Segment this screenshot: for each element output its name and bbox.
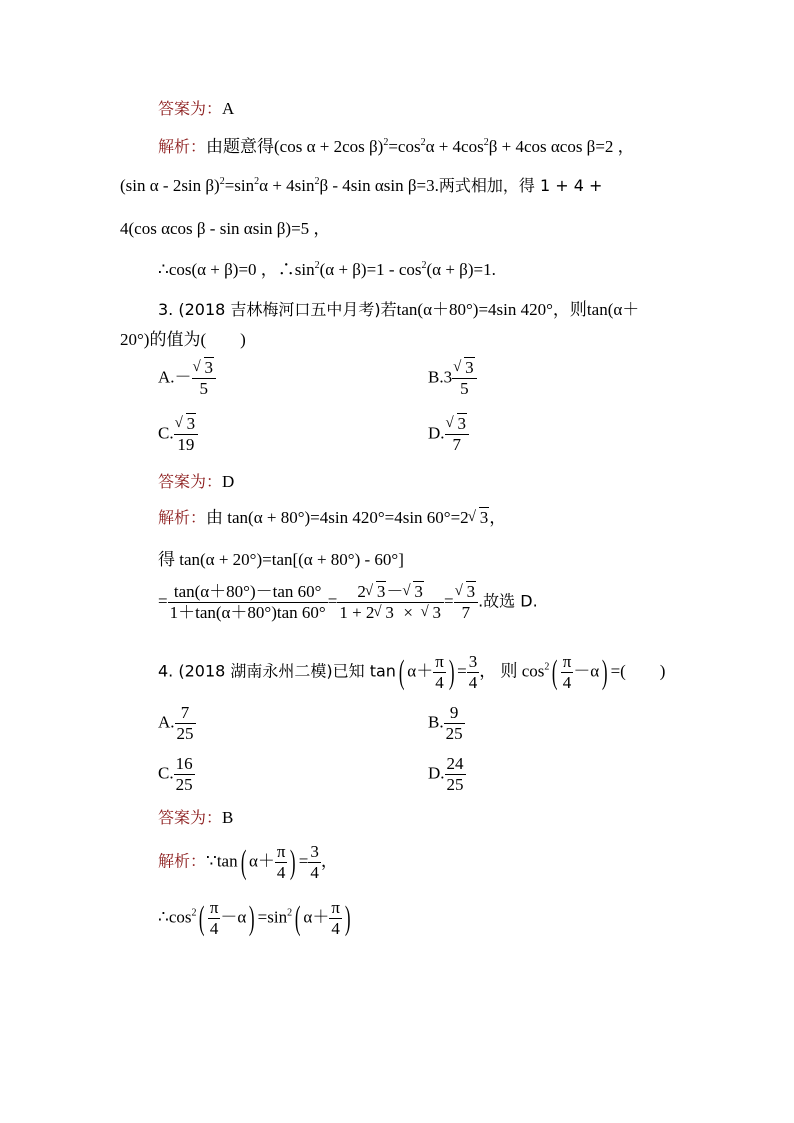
sign: －: [174, 367, 192, 387]
text: (sin α ‑ 2sin β): [120, 176, 220, 195]
option-label: C.: [158, 423, 174, 443]
q3-option-d: [428, 414, 469, 455]
text: α + 4sin: [259, 176, 315, 195]
analysis-line-1: [158, 135, 635, 159]
q3-stem-line-1: [158, 298, 639, 322]
sup: 2: [314, 176, 320, 187]
sup: 2: [254, 176, 260, 187]
text: (α + β)=1 ‑ cos: [319, 260, 422, 279]
q3-analysis-2: [158, 548, 404, 572]
answer-label: 答案为：: [158, 808, 223, 827]
fraction: √ $\frac{3}{19}$: [174, 414, 199, 455]
eq: =: [158, 591, 168, 611]
text: ，: [489, 508, 507, 527]
q3-stem-line-2: [120, 328, 246, 352]
sqrt: √ 3: [469, 506, 490, 530]
q3-stem-2: 20°)的值为( ): [120, 330, 246, 349]
answer-value: D: [222, 472, 235, 491]
fraction: $\frac{\tan(\alpha+80^\circ)-\tan 60^\circ}{1+\tan(\alpha+80^\circ)\tan 60^\circ}$: [169, 582, 326, 622]
text: β ‑ 4sin αsin β=3.: [319, 176, 439, 195]
sup: 2: [483, 137, 489, 148]
q3-analysis-1: [158, 506, 506, 530]
analysis-label: 解析：: [158, 508, 207, 527]
fraction: √ $\frac{3}{7}$: [454, 582, 479, 623]
answer-line-q4: [158, 806, 233, 830]
text: 4(cos αcos β ‑ sin αsin β)=5 ，: [120, 219, 331, 238]
answer-value: A: [222, 99, 235, 118]
text: =cos: [388, 137, 421, 156]
analysis-line-4: [158, 258, 496, 282]
q3-option-a: [158, 358, 216, 399]
analysis-line-3: [120, 217, 330, 241]
answer-value: B: [222, 808, 234, 827]
text: α + 4cos: [425, 137, 484, 156]
q3-analysis-3: [158, 582, 538, 623]
eq: =: [444, 591, 454, 611]
q4-option-c: C. $\frac{16}{25}$: [158, 754, 193, 794]
fraction: √ $\frac{3}{5}$: [192, 358, 217, 399]
fraction: $\frac{2√ 3-√ 3}{1 + 2√ 3 \times √ 3}$: [337, 582, 444, 623]
q3-option-c: [158, 414, 198, 455]
answer-label: 答案为：: [158, 99, 223, 118]
text: β + 4cos αcos β=2 ，: [488, 137, 635, 156]
sqrt: √ 3: [194, 358, 215, 378]
q4-stem: 4. (2018 湖南永州二模)已知 tan( α＋ $\frac{\pi}{4}$ ) = $\frac{3}{4}$ ， 则 $\cos^2$( $\frac{\pi}{4}$ －α) =( ): [158, 652, 666, 692]
text: =sin: [224, 176, 255, 195]
text: 由题意得(cos α + 2cos β): [206, 137, 384, 156]
answer-line-q3: [158, 470, 234, 494]
option-label: B.: [428, 367, 444, 387]
fraction: √ $\frac{3}{7}$: [445, 414, 470, 455]
text: 两式相加，得 1 + 4 +: [438, 176, 603, 195]
sup: 2: [421, 260, 427, 271]
analysis-label: 解析：: [158, 137, 207, 156]
sup: 2: [383, 137, 389, 148]
analysis-line-2: [120, 174, 602, 198]
eq: =: [327, 591, 338, 611]
q4-option-b: B. $\frac{9}{25}$: [428, 703, 463, 743]
q3-option-b: [428, 358, 477, 399]
option-label: D.: [428, 423, 445, 443]
sup: 2: [219, 176, 225, 187]
option-label: A.: [158, 367, 175, 387]
text: ∴cos(α + β)=0 ，∴sin: [158, 260, 315, 279]
q3-source: 3. (2018 吉林梅河口五中月考)若: [158, 300, 397, 319]
q4-option-d: D. $\frac{24}{25}$: [428, 754, 464, 794]
answer-label: 答案为：: [158, 472, 223, 491]
q4-option-a: A. $\frac{7}{25}$: [158, 703, 194, 743]
q3-stem: tan(α＋80°)=4sin 420°，则tan(α＋: [396, 300, 640, 319]
q4-analysis-2: $\therefore\cos^2$( $\frac{\pi}{4}$ $-\alpha) =\sin^2$( α＋ $\frac{\pi}{4}$ ): [158, 898, 351, 938]
coef: 3: [443, 367, 453, 387]
fraction: √ $\frac{3}{5}$: [452, 358, 477, 399]
text: (α + β)=1.: [426, 260, 496, 279]
text: 由 tan(α + 80°)=4sin 420°=4sin 60°=2: [206, 508, 469, 527]
analysis-label: 解析：: [158, 851, 207, 871]
text: .故选 D.: [478, 591, 538, 611]
q4-analysis-1: 解析：∵tan( α＋ $\frac{\pi}{4}$ ) = $\frac{3}{4}$ ，: [158, 842, 338, 882]
sup: 2: [314, 260, 320, 271]
q4-source: 4. (2018 湖南永州二模)已知 tan: [158, 661, 396, 681]
text: 得 tan(α + 20°)=tan[(α + 80°) ‑ 60°]: [158, 550, 404, 569]
sup: 2: [420, 137, 426, 148]
answer-line-q2: [158, 97, 234, 121]
